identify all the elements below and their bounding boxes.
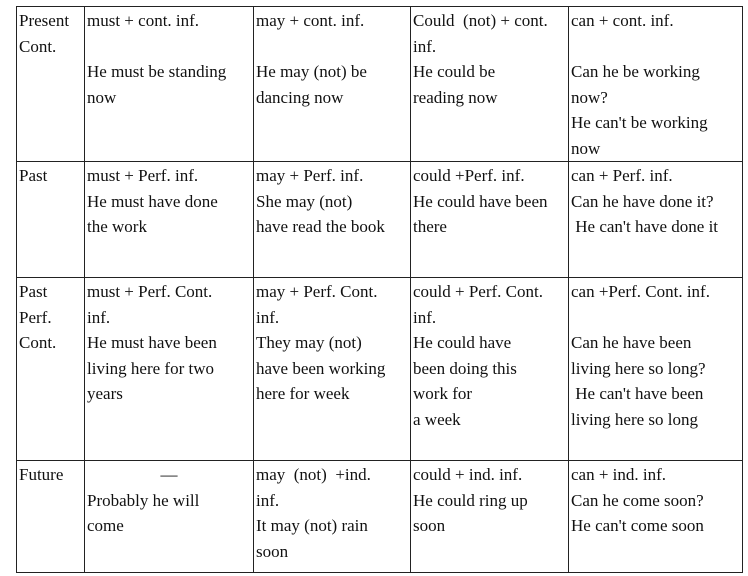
cell-line: have been working xyxy=(256,358,386,378)
cell-line: can + ind. inf. xyxy=(571,465,667,484)
cell-line: here for week xyxy=(256,384,350,403)
cell-line: there xyxy=(413,217,447,236)
cell-line: He could be xyxy=(413,62,496,81)
could-cell xyxy=(411,7,569,162)
cell-line: Probably he will xyxy=(87,490,200,510)
cell-line: It may (not) rain xyxy=(256,516,368,535)
table-row xyxy=(17,162,743,278)
cell-line: may (not) +ind. xyxy=(256,465,371,484)
cell-line: must + Perf. inf. xyxy=(87,166,199,185)
cell-line: living here so long? xyxy=(571,358,706,378)
could-cell xyxy=(411,461,569,573)
cell-line: He can't have done it xyxy=(571,217,719,236)
cell-line: can + Perf. inf. xyxy=(571,166,673,185)
cell-line: They may (not) xyxy=(256,333,362,352)
cell-line: must + Perf. Cont. xyxy=(87,282,213,301)
cell-line: could + ind. inf. xyxy=(413,465,523,484)
cell-line: Could (not) + cont. xyxy=(413,11,548,30)
cell-line: He can't have been xyxy=(571,384,704,403)
cell-line: Cont. xyxy=(19,333,57,352)
cell-line: He could have been xyxy=(413,191,548,211)
cell-line: He must have been xyxy=(87,333,217,352)
must-cell xyxy=(85,7,254,162)
cell-line: He can't be working xyxy=(571,113,708,132)
cell-line: may + Perf. Cont. xyxy=(256,282,378,301)
cell-line: inf. xyxy=(413,307,437,327)
may-cell xyxy=(254,162,411,278)
tense-label-cell xyxy=(17,7,85,162)
cell-line: work for xyxy=(413,384,473,403)
cell-line: now xyxy=(571,138,601,158)
cell-line xyxy=(256,34,408,60)
cell-line: could +Perf. inf. xyxy=(413,166,525,185)
cell-line: can + cont. inf. xyxy=(571,11,674,30)
cell-line: Can he come soon? xyxy=(571,490,704,510)
cell-line: inf. xyxy=(87,307,111,327)
may-cell xyxy=(254,278,411,461)
cell-line: She may (not) xyxy=(256,191,353,211)
cell-line xyxy=(571,305,740,331)
table-row xyxy=(17,7,743,162)
cell-line: inf. xyxy=(256,490,280,510)
cell-line: been doing this xyxy=(413,358,517,378)
cell-line: living here so long xyxy=(571,409,699,429)
table-row xyxy=(17,278,743,461)
cell-line: now xyxy=(87,87,117,107)
can-cell xyxy=(569,162,743,278)
cell-line: reading now xyxy=(413,87,498,107)
cell-line: Past xyxy=(19,282,48,301)
cell-line: must + cont. inf. xyxy=(87,11,200,30)
cell-line: Perf. xyxy=(19,307,52,327)
cell-line: soon xyxy=(256,541,289,561)
cell-line: He can't come soon xyxy=(571,516,704,535)
could-cell xyxy=(411,278,569,461)
cell-line: He must be standing xyxy=(87,62,227,81)
cell-line: Cont. xyxy=(19,36,57,56)
can-cell xyxy=(569,7,743,162)
cell-line: Past xyxy=(19,166,48,185)
cell-line: soon xyxy=(413,516,446,535)
must-cell xyxy=(85,278,254,461)
modal-verbs-table xyxy=(16,6,743,573)
cell-line: inf. xyxy=(413,36,437,56)
may-cell xyxy=(254,461,411,573)
cell-line: can +Perf. Cont. inf. xyxy=(571,282,710,301)
table-row xyxy=(17,461,743,573)
cell-line: He could have xyxy=(413,333,512,352)
dash-mark: — xyxy=(160,465,178,484)
cell-line: living here for two xyxy=(87,358,214,378)
tense-label-cell xyxy=(17,461,85,573)
cell-line: Can he have done it? xyxy=(571,191,714,211)
cell-line: may + Perf. inf. xyxy=(256,166,364,185)
cell-line: the work xyxy=(87,217,147,236)
cell-line: dancing now xyxy=(256,87,344,107)
cell-line: may + cont. inf. xyxy=(256,11,365,30)
can-cell xyxy=(569,461,743,573)
tense-label-cell xyxy=(17,162,85,278)
cell-line: a week xyxy=(413,409,461,429)
cell-line: He could ring up xyxy=(413,490,528,510)
could-cell xyxy=(411,162,569,278)
cell-line: years xyxy=(87,384,123,403)
may-cell xyxy=(254,7,411,162)
cell-line xyxy=(87,34,251,60)
cell-line: Present xyxy=(19,11,70,30)
can-cell xyxy=(569,278,743,461)
cell-line: He must have done xyxy=(87,191,218,211)
tense-label-cell xyxy=(17,278,85,461)
cell-line: Future xyxy=(19,465,64,484)
cell-line: Can he be working xyxy=(571,62,700,81)
cell-line: now? xyxy=(571,87,608,107)
cell-line: have read the book xyxy=(256,217,385,236)
must-cell xyxy=(85,162,254,278)
cell-line: Can he have been xyxy=(571,333,692,352)
cell-line: inf. xyxy=(256,307,280,327)
must-cell xyxy=(85,461,254,573)
cell-line: come xyxy=(87,516,124,535)
cell-line xyxy=(571,34,740,60)
cell-line: He may (not) be xyxy=(256,62,367,81)
cell-line: could + Perf. Cont. xyxy=(413,282,543,301)
